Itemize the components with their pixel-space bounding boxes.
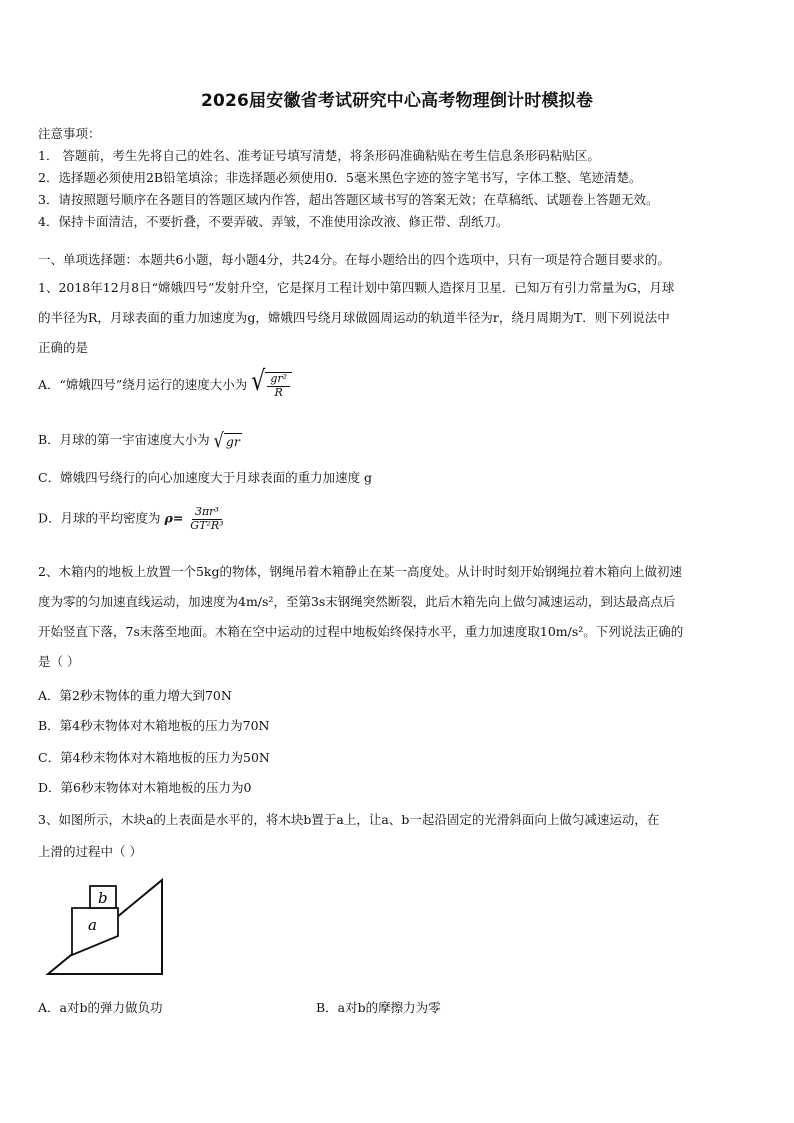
question-1-option-a <box>38 366 292 399</box>
option-d-label: D．月球的平均密度为 <box>38 510 161 526</box>
question-1-text: 正确的是 <box>38 340 89 355</box>
question-2-text: 是（ ） <box>38 654 80 669</box>
question-3-option-b: B．a对b的摩擦力为零 <box>316 1000 441 1015</box>
formula-denominator: GT²R³ <box>190 518 224 532</box>
question-2-option-d: D．第6秒末物体对木箱地板的压力为0 <box>38 780 252 795</box>
question-2-text: 2、木箱内的地板上放置一个5kg的物体，钢绳吊着木箱静止在某一高度处。从计时时刻开始钢绳拉着木箱向上做初速 <box>38 564 682 579</box>
question-1-text: 1、2018年12月8日“嫦娥四号”发射升空，它是探月工程计划中第四颗人造探月卫星．已知万有引力常量为G，月球 <box>38 280 675 295</box>
notice-item: 2．选择题必须使用2B铅笔填涂；非选择题必须使用0．5毫米黑色字迹的签字笔书写，字体工整、笔迹清楚。 <box>38 170 642 185</box>
option-b-label: B．月球的第一宇宙速度大小为 <box>38 432 210 447</box>
section-heading: 一、单项选择题：本题共6小题，每小题4分，共24分。在每小题给出的四个选项中，只有一项是符合题目要求的。 <box>38 252 670 267</box>
incline-figure <box>44 876 168 978</box>
block-a-label: a <box>88 916 97 934</box>
question-1-option-b <box>38 428 242 452</box>
sqrt-formula: √ $\frac{\text{gr²}}{R}$ <box>251 372 292 399</box>
radicand: gr <box>225 433 240 449</box>
notice-item: 4．保持卡面清洁，不要折叠，不要弄破、弄皱，不准使用涂改液、修正带、刮纸刀。 <box>38 214 509 229</box>
question-2-text: 度为零的匀加速直线运动，加速度为4m/s²，至第3s末钢绳突然断裂，此后木箱先向上做匀减速运动，到达最高点后 <box>38 594 676 609</box>
sqrt-formula: √ gr <box>213 428 240 452</box>
page-title: 2026届安徽省考试研究中心高考物理倒计时模拟卷 <box>200 91 594 111</box>
question-1-option-d <box>38 506 227 532</box>
question-3-text: 3、如图所示，木块a的上表面是水平的，将木块b置于a上，让a、b一起沿固定的光滑斜面向上做匀减速运动，在 <box>38 812 660 827</box>
formula-numerator: 3πr³ <box>192 506 222 520</box>
notice-item: 3．请按照题号顺序在各题目的答题区域内作答，超出答题区域书写的答案无效；在草稿纸、试题卷上答题无效。 <box>38 192 659 207</box>
option-a-label: A．“嫦娥四号”绕月运行的速度大小为 <box>38 377 248 393</box>
formula-numerator: gr² <box>267 373 290 387</box>
rho-symbol: ρ= <box>164 510 184 526</box>
notice-heading: 注意事项： <box>38 126 101 141</box>
question-2-option-b: B．第4秒末物体对木箱地板的压力为70N <box>38 718 270 733</box>
question-3-text: 上滑的过程中（ ） <box>38 844 142 859</box>
block-b-label: b <box>98 889 108 907</box>
question-2-option-c: C．第4秒末物体对木箱地板的压力为50N <box>38 750 270 765</box>
question-3-option-a: A．a对b的弹力做负功 <box>38 1000 163 1015</box>
question-2-option-a: A．第2秒末物体的重力增大到70N <box>38 688 232 703</box>
notice-item: 1． 答题前，考生先将自己的姓名、准考证号填写清楚，将条形码准确粘贴在考生信息条形码粘贴区。 <box>38 148 600 163</box>
question-2-text: 开始竖直下落，7s末落至地面。木箱在空中运动的过程中地板始终保持水平，重力加速度取10m/s²。下列说法正确的 <box>38 624 684 639</box>
question-1-text: 的半径为R，月球表面的重力加速度为g，嫦娥四号绕月球做圆周运动的轨道半径为r，绕月周期为T．则下列说法中 <box>38 310 670 325</box>
question-1-option-c: C．嫦娥四号绕行的向心加速度大于月球表面的重力加速度 g <box>38 470 373 485</box>
formula-denominator: R <box>274 385 283 399</box>
